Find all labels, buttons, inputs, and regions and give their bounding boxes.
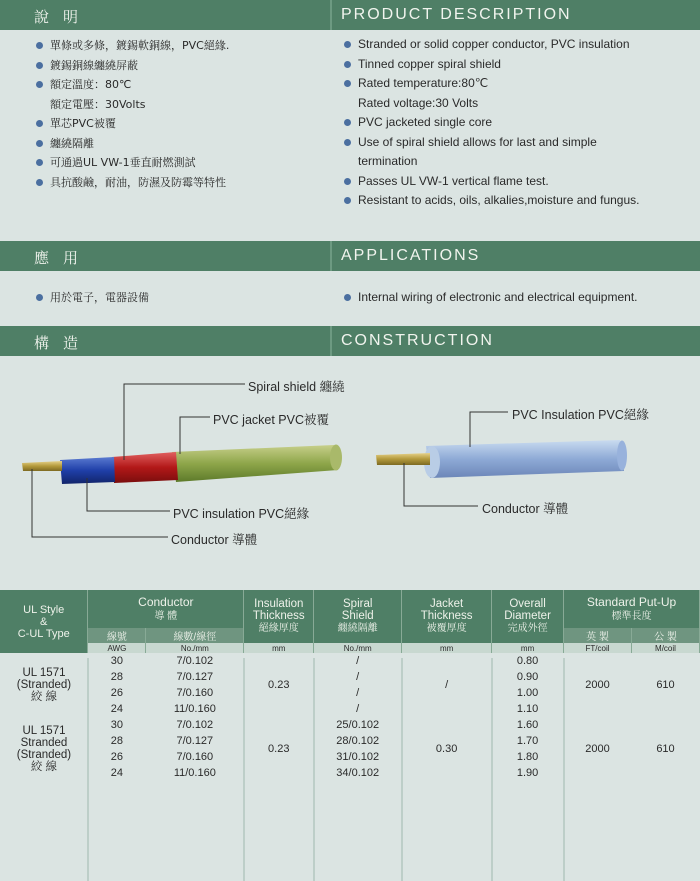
list-item: 鍍錫銅線纏繞屏蔽 bbox=[36, 56, 229, 76]
cell-spiral: 28/0.102 bbox=[336, 735, 380, 747]
list-item: 纏繞隔離 bbox=[36, 134, 229, 154]
unit-spiral: No./mm bbox=[314, 643, 402, 653]
cell-ft: 2000 bbox=[585, 679, 610, 691]
cell-strand: 7/0.102 bbox=[176, 655, 214, 667]
list-item: termination bbox=[358, 154, 418, 168]
list-item: Resistant to acids, oils, alkalies,moisture and fungus. bbox=[344, 191, 639, 211]
header-awg-zh: 線號 bbox=[88, 628, 146, 643]
header-diameter: Overall Diameter 完成外徑 bbox=[492, 590, 564, 643]
cell-jacket: / bbox=[445, 679, 449, 691]
label-pvc-jacket: PVC jacket PVC被覆 bbox=[213, 413, 330, 427]
cell-style: UL 1571 Stranded (Stranded) 絞 線 bbox=[16, 725, 72, 773]
list-item: Rated temperature:80℃ bbox=[344, 74, 639, 94]
label-pvc-insulation-right: PVC Insulation PVC絕緣 bbox=[512, 408, 649, 422]
header-conductor: Conductor 導 體 bbox=[88, 590, 244, 628]
cell-diameter: 1.00 bbox=[516, 687, 539, 699]
list-item: Internal wiring of electronic and electrical equipment. bbox=[344, 288, 637, 308]
unit-strand: No./mm bbox=[146, 643, 244, 653]
label-conductor-left: Conductor 導體 bbox=[171, 533, 258, 547]
unit-jacket: mm bbox=[402, 643, 492, 653]
header-ft-zh: 英 製 bbox=[564, 628, 632, 643]
applications-title-en: APPLICATIONS bbox=[341, 247, 481, 264]
header-putup: Standard Put-Up 標準長度 bbox=[564, 590, 700, 628]
cell-awg: 30 bbox=[110, 655, 124, 667]
list-item: 額定溫度：80℃ bbox=[36, 75, 229, 95]
construction-title-en: CONSTRUCTION bbox=[341, 332, 494, 349]
cell-spiral: 31/0.102 bbox=[336, 751, 380, 763]
left-cable-conductor bbox=[22, 461, 62, 471]
leader-line-insulation-right bbox=[470, 412, 508, 447]
spec-table bbox=[0, 590, 700, 781]
cell-diameter: 0.90 bbox=[516, 671, 539, 683]
unit-awg: AWG bbox=[88, 643, 146, 653]
list-item: 單芯PVC被覆 bbox=[36, 114, 229, 134]
leader-line-jacket bbox=[180, 417, 210, 454]
cell-spiral: 34/0.102 bbox=[336, 767, 380, 779]
list-item: Use of spiral shield allows for last and simple bbox=[344, 133, 639, 153]
right-cable-insulation bbox=[426, 440, 624, 478]
cell-insulation: 0.23 bbox=[268, 679, 290, 691]
description-title-zh: 說明 bbox=[34, 8, 93, 26]
cell-spiral: / bbox=[356, 687, 360, 699]
list-item: Passes UL VW-1 vertical flame test. bbox=[344, 172, 639, 192]
left-cable-jacket bbox=[172, 445, 338, 482]
cell-diameter: 1.80 bbox=[516, 751, 539, 763]
cell-spiral: / bbox=[356, 655, 360, 667]
cell-strand: 7/0.127 bbox=[176, 671, 214, 683]
table-row bbox=[0, 653, 700, 669]
header-insulation: Insulation Thickness 絕緣厚度 bbox=[244, 590, 314, 643]
cell-diameter: 1.90 bbox=[516, 767, 539, 779]
cell-insulation: 0.23 bbox=[268, 743, 290, 755]
cell-strand: 7/0.160 bbox=[176, 751, 214, 763]
cell-diameter: 1.70 bbox=[516, 735, 539, 747]
list-item: Tinned copper spiral shield bbox=[344, 55, 639, 75]
left-cable-jacket-end bbox=[330, 445, 342, 471]
cell-strand: 11/0.160 bbox=[173, 767, 216, 779]
cell-awg: 26 bbox=[110, 751, 124, 763]
construction-title-zh: 構造 bbox=[34, 334, 93, 352]
cell-diameter: 1.10 bbox=[516, 703, 539, 715]
cell-ft: 2000 bbox=[585, 743, 610, 755]
cell-strand: 11/0.160 bbox=[173, 703, 216, 715]
cell-spiral: 25/0.102 bbox=[336, 719, 380, 731]
cell-strand: 7/0.160 bbox=[176, 687, 214, 699]
leader-line-insulation bbox=[87, 478, 170, 511]
list-item: Rated voltage:30 Volts bbox=[358, 95, 479, 110]
header-m-zh: 公 製 bbox=[632, 628, 700, 643]
cell-style: UL 1571 (Stranded) 絞 線 bbox=[16, 667, 72, 703]
header-strand-zh: 線數/線徑 bbox=[146, 628, 244, 643]
cell-m: 610 bbox=[656, 743, 675, 755]
list-item: 可通過UL VW-1垂直耐燃測試 bbox=[36, 153, 229, 173]
cell-spiral: / bbox=[356, 703, 360, 715]
list-item: Stranded or solid copper conductor, PVC insulation bbox=[344, 35, 639, 55]
cell-m: 610 bbox=[656, 679, 675, 691]
cell-jacket: 0.30 bbox=[435, 743, 458, 755]
description-title-en: PRODUCT DESCRIPTION bbox=[341, 6, 572, 23]
right-cable-conductor bbox=[376, 453, 430, 465]
cell-strand: 7/0.127 bbox=[176, 735, 214, 747]
cell-awg: 24 bbox=[110, 703, 124, 715]
unit-m: M/coil bbox=[632, 643, 700, 653]
list-item: PVC jacketed single core bbox=[344, 113, 639, 133]
cell-spiral: / bbox=[356, 671, 360, 683]
cell-awg: 30 bbox=[110, 719, 124, 731]
unit-diameter: mm bbox=[492, 643, 564, 653]
cell-awg: 26 bbox=[110, 687, 124, 699]
list-item: 用於電子，電器設備 bbox=[36, 288, 149, 308]
cell-awg: 24 bbox=[110, 767, 124, 779]
label-spiral-shield: Spiral shield 纏繞 bbox=[248, 380, 345, 394]
header-ul-style: UL Style & C-UL Type bbox=[0, 590, 88, 653]
cell-awg: 28 bbox=[110, 671, 124, 683]
list-item: 額定電壓：30Volts bbox=[50, 97, 146, 111]
unit-ft: FT/coil bbox=[564, 643, 632, 653]
table-row bbox=[0, 717, 700, 733]
header-jacket: Jacket Thickness 被覆厚度 bbox=[402, 590, 492, 643]
right-cable-insulation-end bbox=[617, 441, 627, 471]
left-cable-shield bbox=[112, 452, 178, 483]
cell-diameter: 1.60 bbox=[516, 719, 539, 731]
cell-strand: 7/0.102 bbox=[176, 719, 214, 731]
unit-insulation: mm bbox=[244, 643, 314, 653]
cell-diameter: 0.80 bbox=[516, 655, 539, 667]
label-pvc-insulation-left: PVC insulation PVC絕緣 bbox=[173, 507, 310, 521]
cell-awg: 28 bbox=[110, 735, 124, 747]
label-conductor-right: Conductor 導體 bbox=[482, 502, 569, 516]
list-item: 單條或多條，鍍錫軟銅線，PVC絕緣. bbox=[36, 36, 229, 56]
applications-title-zh: 應用 bbox=[34, 249, 93, 267]
list-item: 具抗酸鹼，耐油，防濕及防霉等特性 bbox=[36, 173, 229, 193]
header-spiral: Spiral Shield 纏繞隔離 bbox=[314, 590, 402, 643]
